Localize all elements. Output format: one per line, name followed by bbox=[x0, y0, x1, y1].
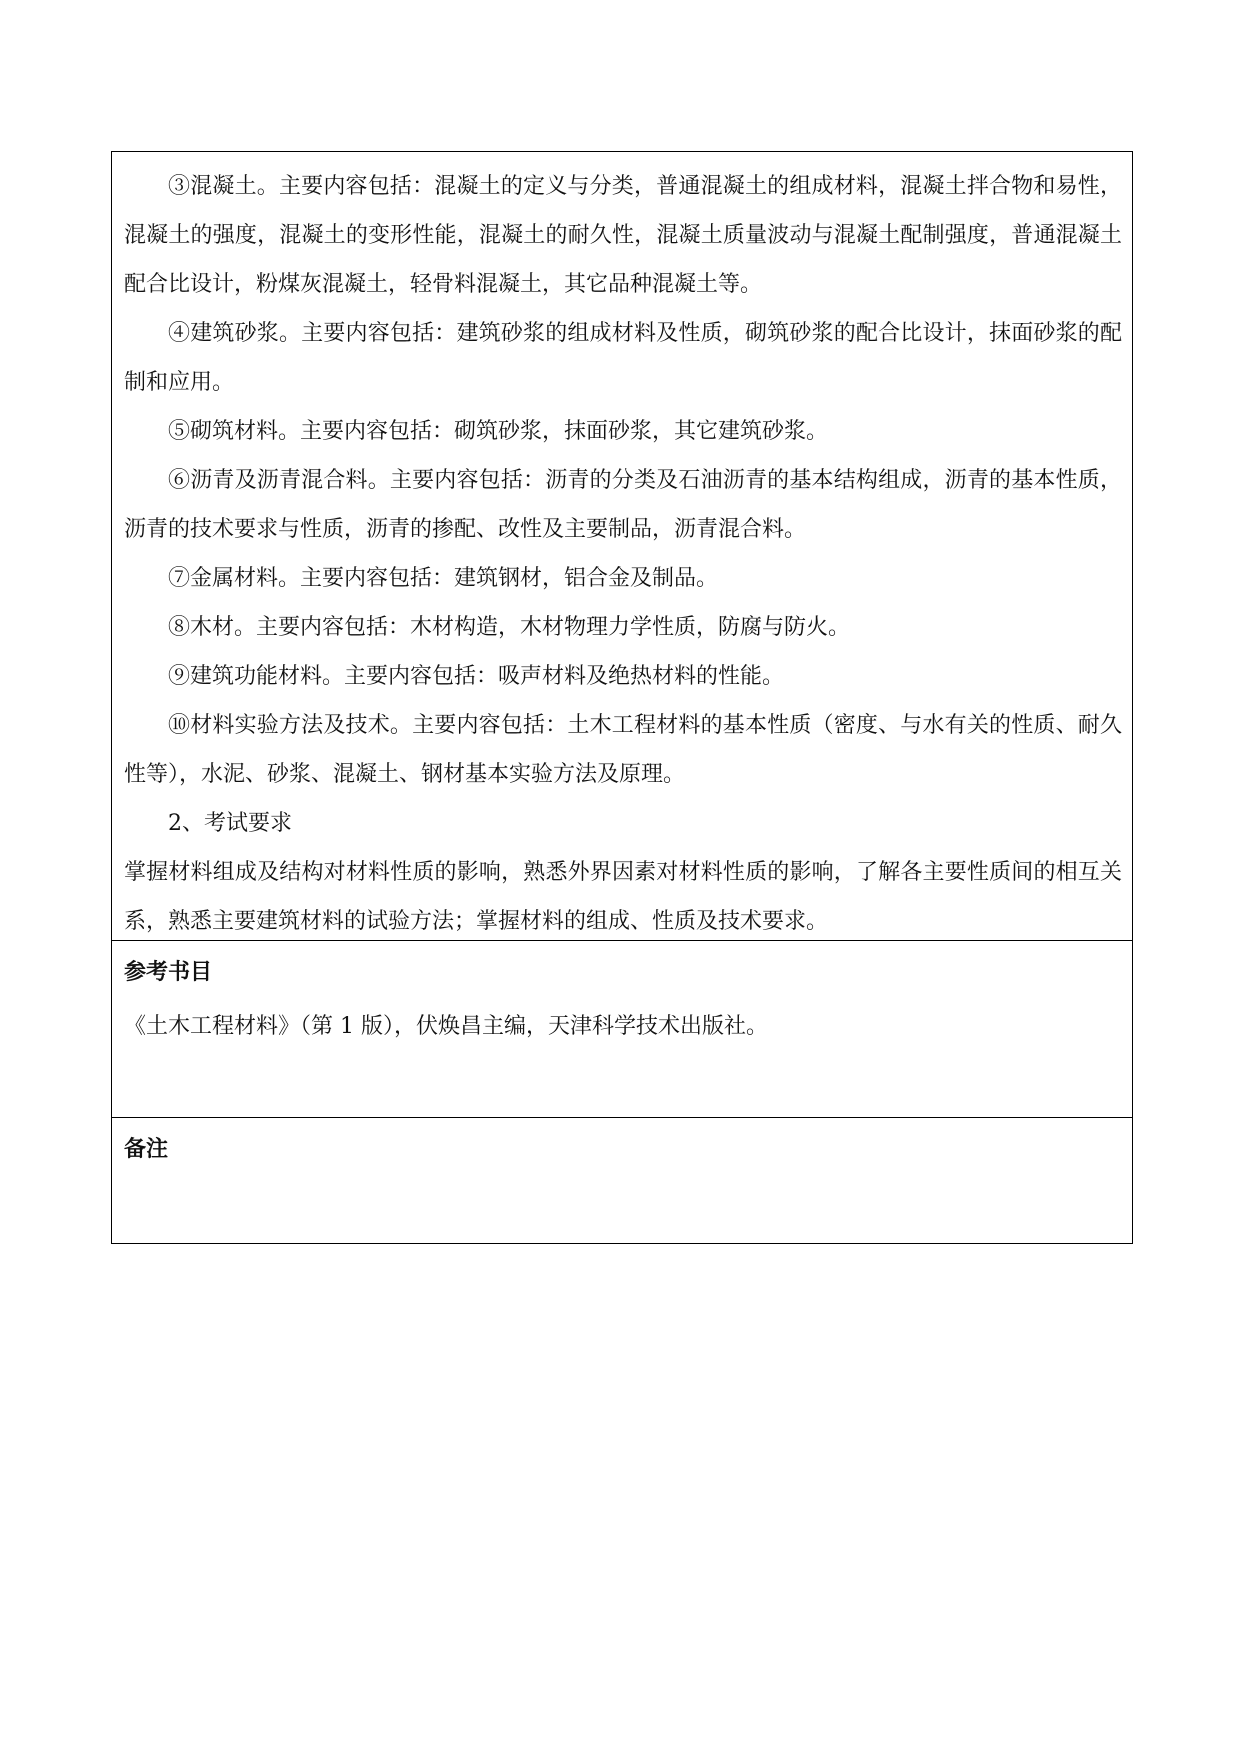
paragraph-concrete: ③混凝土。主要内容包括：混凝土的定义与分类，普通混凝土的组成材料，混凝土拌合物和易性，混凝土的强度，混凝土的变形性能，混凝土的耐久性，混凝土质量波动与混凝土配制强度，普通混凝土配合比设计，粉煤灰混凝土，轻骨料混凝土，其它品种混凝土等。 bbox=[124, 174, 1122, 297]
paragraph-masonry: ⑤砌筑材料。主要内容包括：砌筑砂浆，抹面砂浆，其它建筑砂浆。 bbox=[168, 419, 829, 444]
paragraph-asphalt: ⑥沥青及沥青混合料。主要内容包括：沥青的分类及石油沥青的基本结构组成，沥青的基本性质，沥青的技术要求与性质，沥青的掺配、改性及主要制品，沥青混合料。 bbox=[124, 468, 1122, 542]
paragraph-metal: ⑦金属材料。主要内容包括：建筑钢材，铝合金及制品。 bbox=[168, 566, 719, 591]
exam-requirements-text: 掌握材料组成及结构对材料性质的影响，熟悉外界因素对材料性质的影响，了解各主要性质间的相互关系，熟悉主要建筑材料的试验方法；掌握材料的组成、性质及技术要求。 bbox=[124, 860, 1122, 934]
references-heading: 参考书目 bbox=[124, 960, 213, 985]
syllabus-table bbox=[111, 151, 1133, 1244]
notes-cell bbox=[112, 1117, 1132, 1243]
references-cell bbox=[112, 940, 1132, 1117]
reference-item: 《土木工程材料》（第 1 版），伏焕昌主编，天津科学技术出版社。 bbox=[124, 1014, 768, 1039]
paragraph-functional: ⑨建筑功能材料。主要内容包括：吸声材料及绝热材料的性能。 bbox=[168, 664, 785, 689]
paragraph-mortar: ④建筑砂浆。主要内容包括：建筑砂浆的组成材料及性质，砌筑砂浆的配合比设计，抹面砂浆的配制和应用。 bbox=[124, 321, 1122, 395]
paragraph-testing: ⑩材料实验方法及技术。主要内容包括：土木工程材料的基本性质（密度、与水有关的性质、耐久性等），水泥、砂浆、混凝土、钢材基本实验方法及原理。 bbox=[124, 713, 1122, 787]
paragraph-wood: ⑧木材。主要内容包括：木材构造，木材物理力学性质，防腐与防火。 bbox=[168, 615, 851, 640]
notes-heading: 备注 bbox=[124, 1137, 169, 1162]
content-cell bbox=[112, 152, 1132, 940]
exam-requirements-heading: 2、考试要求 bbox=[168, 811, 292, 836]
